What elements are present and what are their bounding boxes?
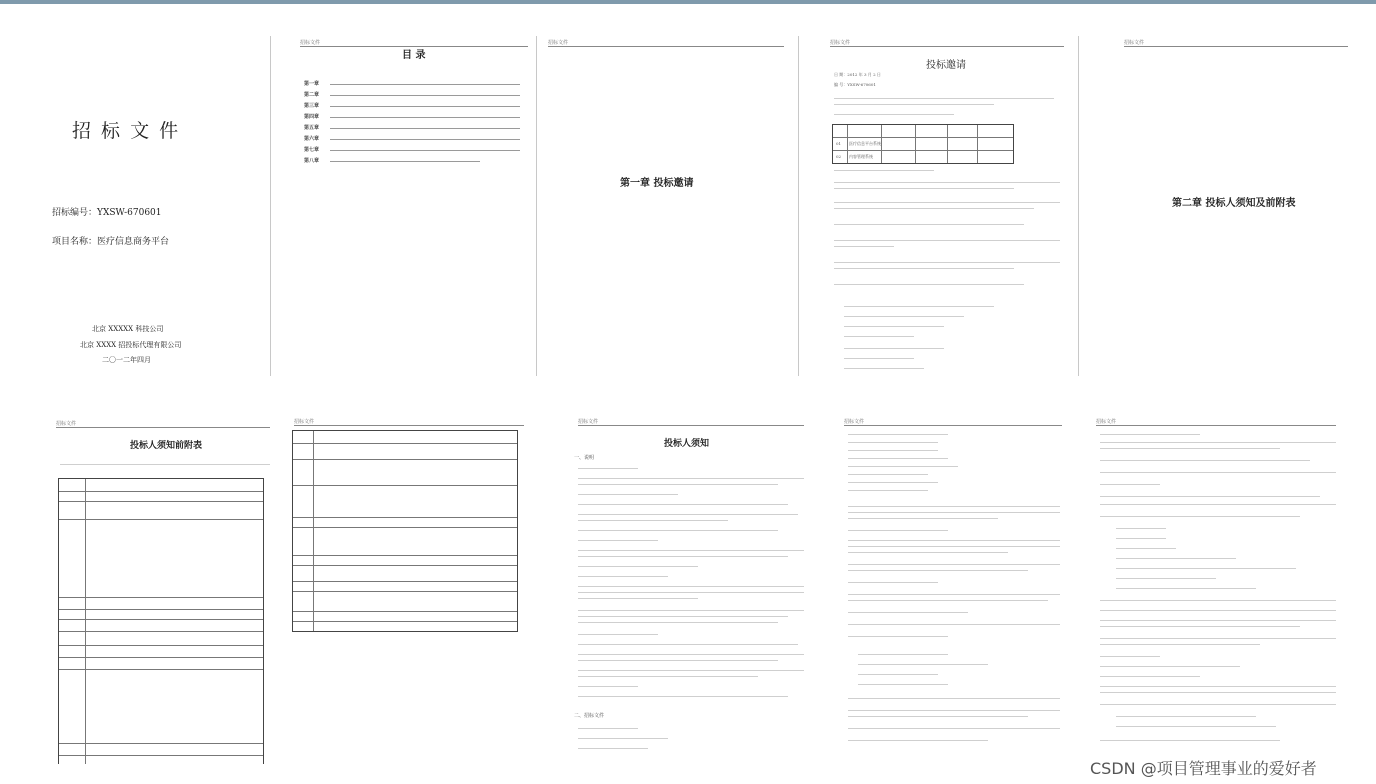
toc-title: 目 录 — [402, 50, 426, 61]
table-cell: 医疗信息平台系统 — [849, 141, 881, 146]
cover-project-name: 项目名称：医疗信息商务平台 — [52, 237, 170, 247]
appendix-table — [58, 478, 264, 764]
toc-item-5: 第五章 — [304, 125, 320, 131]
section-heading: 一、说明 — [574, 455, 595, 461]
toc-item-8: 第八章 — [304, 158, 320, 164]
details-table — [292, 430, 518, 632]
requirements-page-2 — [1090, 414, 1342, 766]
page-header: 招标文件 — [578, 419, 599, 425]
requirements-page — [838, 414, 1068, 766]
page-header: 招标文件 — [1124, 40, 1145, 46]
cover-bid-number: 招标编号：YXSW-670601 — [52, 208, 162, 218]
page-header: 招标文件 — [294, 419, 315, 425]
toc-item-1: 第一章 — [304, 81, 320, 87]
chapter2-title: 第二章 投标人须知及前附表 — [1172, 198, 1296, 209]
section-heading: 二、招标文件 — [574, 713, 605, 719]
cover-page — [30, 40, 270, 380]
page-header: 招标文件 — [548, 40, 569, 46]
toc-item-6: 第六章 — [304, 136, 320, 142]
toc-item-3: 第三章 — [304, 103, 320, 109]
invitation-number: 编 号：YXSW-670601 — [834, 82, 876, 87]
toc-item-2: 第二章 — [304, 92, 320, 98]
chapter1-title: 第一章 投标邀请 — [620, 178, 694, 189]
cover-company-1: 北京 XXXXX 科技公司 — [92, 325, 164, 333]
appendix-table-page — [30, 416, 276, 764]
table-cell: 内容管理系统 — [849, 154, 873, 159]
cover-company-2: 北京 XXXX 招投标代理有限公司 — [80, 341, 182, 349]
watermark: CSDN @项目管理事业的爱好者 — [1090, 759, 1317, 778]
appendix-table-title: 投标人须知前附表 — [130, 441, 203, 451]
page-header: 招标文件 — [1096, 419, 1117, 425]
page-header: 招标文件 — [844, 419, 865, 425]
page-separator — [798, 36, 799, 376]
invitation-items-table — [832, 124, 1014, 164]
page-header: 招标文件 — [56, 421, 77, 427]
table-cell: 01 — [836, 141, 842, 146]
page-separator — [1078, 36, 1079, 376]
table-cell: 02 — [836, 154, 842, 159]
toc-item-7: 第七章 — [304, 147, 320, 153]
page-header: 招标文件 — [300, 40, 321, 46]
top-accent-bar — [0, 0, 1376, 4]
cover-title: 招 标 文 件 — [72, 120, 181, 142]
invitation-date: 日 期：2012 年 3 月 2 日 — [834, 72, 881, 77]
invitation-title: 投标邀请 — [926, 60, 966, 71]
page-separator — [536, 36, 537, 376]
page-header: 招标文件 — [830, 40, 851, 46]
page-separator — [270, 36, 271, 376]
instructions-title: 投标人须知 — [664, 439, 710, 449]
instructions-page — [560, 414, 810, 766]
chapter2-page — [1100, 36, 1350, 376]
toc-item-4: 第四章 — [304, 114, 320, 120]
table-continuation-page — [284, 414, 534, 766]
toc-page — [290, 36, 534, 376]
chapter1-page — [542, 36, 790, 376]
invitation-page — [820, 36, 1070, 376]
cover-date: 二〇一二年四月 — [102, 356, 151, 364]
